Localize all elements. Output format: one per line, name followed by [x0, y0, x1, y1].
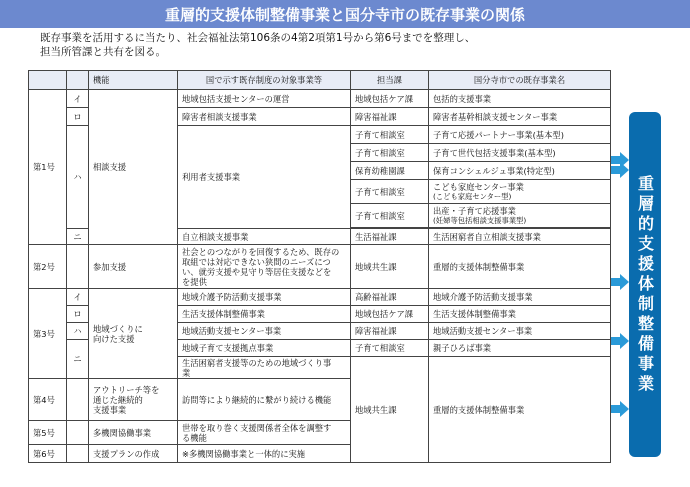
national-item: 障害者相談支援事業 — [178, 108, 351, 126]
function-5: 多機関協働事業 — [89, 421, 178, 445]
function-line: 向けた支援 — [93, 333, 135, 344]
dept-cell: 障害福祉課 — [351, 108, 429, 126]
header-function: 機能 — [89, 71, 178, 90]
function-line: アウトリーチ等を — [93, 384, 160, 395]
sub-label: ロ — [67, 306, 89, 323]
city-main: こども家庭センター事業 — [433, 181, 524, 192]
group-label-2: 第2号 — [29, 245, 67, 289]
dept-cell: 子育て相談室 — [351, 180, 429, 204]
function-line: 支援事業 — [93, 404, 127, 415]
arrow-right-icon — [611, 162, 629, 178]
city-cell: 重層的支援体制整備事業 — [429, 357, 611, 463]
city-cell: 包括的支援事業 — [429, 90, 611, 108]
function-6: 支援プランの作成 — [89, 445, 178, 463]
group-label-3: 第3号 — [29, 289, 67, 379]
city-cell: 地域介護予防活動支援事業 — [429, 289, 611, 306]
national-line: る機能 — [182, 432, 207, 443]
dept-cell: 地域包括ケア課 — [351, 306, 429, 323]
dept-cell: 子育て相談室 — [351, 340, 429, 357]
national-item — [178, 421, 351, 445]
sub-label-empty — [67, 379, 89, 421]
national-item: 利用者支援事業 — [178, 126, 351, 229]
dept-cell: 地域共生課 — [351, 357, 429, 463]
dept-cell: 高齢福祉課 — [351, 289, 429, 306]
national-item: 生活支援体制整備事業 — [178, 306, 351, 323]
city-cell: 障害者基幹相談支援センター事業 — [429, 108, 611, 126]
national-line: を提供 — [182, 276, 207, 287]
intro-line-1: 既存事業を活用するに当たり、社会福祉法第106条の4第2項第1号から第6号までを整理し、 — [40, 32, 476, 44]
sub-label: イ — [67, 90, 89, 108]
dept-cell: 子育て相談室 — [351, 204, 429, 228]
city-main: 出産・子育て応援事業 — [433, 205, 516, 216]
national-item: 訪問等により継続的に繋がり続ける機能 — [178, 379, 351, 421]
sub-label: ニ — [67, 340, 89, 379]
city-cell: 親子ひろば事業 — [429, 340, 611, 357]
city-cell — [429, 180, 611, 204]
national-line: 取組では対応できない狭間のニーズにつ — [182, 256, 331, 267]
sub-label: イ — [67, 289, 89, 306]
sub-label-empty — [67, 445, 89, 463]
national-item: 地域介護予防活動支援事業 — [178, 289, 351, 306]
business-relation-table — [28, 70, 611, 463]
group-label-5: 第5号 — [29, 421, 67, 445]
dept-cell: 子育て相談室 — [351, 126, 429, 144]
table-row — [29, 289, 611, 306]
sub-label-empty — [67, 421, 89, 445]
function-line: 地域づくりに — [93, 323, 143, 334]
arrow-right-icon — [611, 401, 629, 417]
header-blank — [29, 71, 67, 90]
group-label-1: 第1号 — [29, 90, 67, 245]
page-title: 重層的支援体制整備事業と国分寺市の既存事業の関係 — [0, 0, 690, 28]
national-line: 生活困窮者支援等のための地域づくり事 — [182, 357, 332, 368]
table-row — [29, 90, 611, 108]
table-row — [29, 245, 611, 289]
city-cell: 子育て応援パートナー事業(基本型) — [429, 126, 611, 144]
side-label-box — [629, 112, 661, 457]
city-sub: (妊婦等包括相談支援事業型) — [433, 215, 527, 225]
function-3 — [89, 289, 178, 379]
dept-cell: 保育幼稚園課 — [351, 162, 429, 180]
city-cell: 重層的支援体制整備事業 — [429, 245, 611, 289]
city-cell: 地域活動支援センター事業 — [429, 323, 611, 340]
dept-cell: 子育て相談室 — [351, 144, 429, 162]
sub-label: ロ — [67, 108, 89, 126]
table-header-row — [29, 71, 611, 90]
city-cell — [429, 204, 611, 228]
city-cell: 生活困窮者自立相談支援事業 — [429, 229, 611, 245]
header-dept: 担当課 — [351, 71, 429, 90]
header-national: 国で示す既存制度の対象事業等 — [178, 71, 351, 90]
national-item: 地域子育て支援拠点事業 — [178, 340, 351, 357]
dept-cell: 生活福祉課 — [351, 229, 429, 245]
national-line: い、就労支援や見守り等居住支援などを — [182, 266, 332, 277]
arrow-right-icon — [611, 274, 629, 290]
function-1: 相談支援 — [89, 90, 178, 245]
function-line: 通じた継続的 — [93, 394, 143, 405]
city-cell: 子育て世代包括支援事業(基本型) — [429, 144, 611, 162]
city-sub: (こども家庭センター型) — [433, 191, 512, 201]
national-item: 自立相談支援事業 — [178, 229, 351, 245]
sub-label: ニ — [67, 229, 89, 245]
national-item — [178, 357, 351, 379]
national-line: 業 — [182, 367, 191, 378]
dept-cell: 障害福祉課 — [351, 323, 429, 340]
sub-label-empty — [67, 245, 89, 289]
intro-text — [40, 31, 600, 59]
national-item: 地域包括支援センターの運営 — [178, 90, 351, 108]
function-4 — [89, 379, 178, 421]
national-item: ※多機関協働事業と一体的に実施 — [178, 445, 351, 463]
dept-cell: 地域共生課 — [351, 245, 429, 289]
group-label-4: 第4号 — [29, 379, 67, 421]
side-label: 重層的支援体制整備事業 — [635, 174, 655, 395]
national-item: 地域活動支援センター事業 — [178, 323, 351, 340]
city-cell: 保育コンシェルジュ事業(特定型) — [429, 162, 611, 180]
group-label-6: 第6号 — [29, 445, 67, 463]
dept-cell: 地域包括ケア課 — [351, 90, 429, 108]
function-2: 参加支援 — [89, 245, 178, 289]
sub-label: ハ — [67, 126, 89, 229]
city-cell: 生活支援体制整備事業 — [429, 306, 611, 323]
national-item — [178, 245, 351, 289]
intro-line-2: 担当所管課と共有を図る。 — [40, 46, 166, 58]
national-line: 世帯を取り巻く支援関係者全体を調整す — [182, 422, 332, 433]
header-city: 国分寺市での既存事業名 — [429, 71, 611, 90]
arrow-right-icon — [611, 333, 629, 349]
national-line: 社会とのつながりを回復するため、既存の — [182, 246, 340, 257]
sub-label: ハ — [67, 323, 89, 340]
header-blank-sub — [67, 71, 89, 90]
